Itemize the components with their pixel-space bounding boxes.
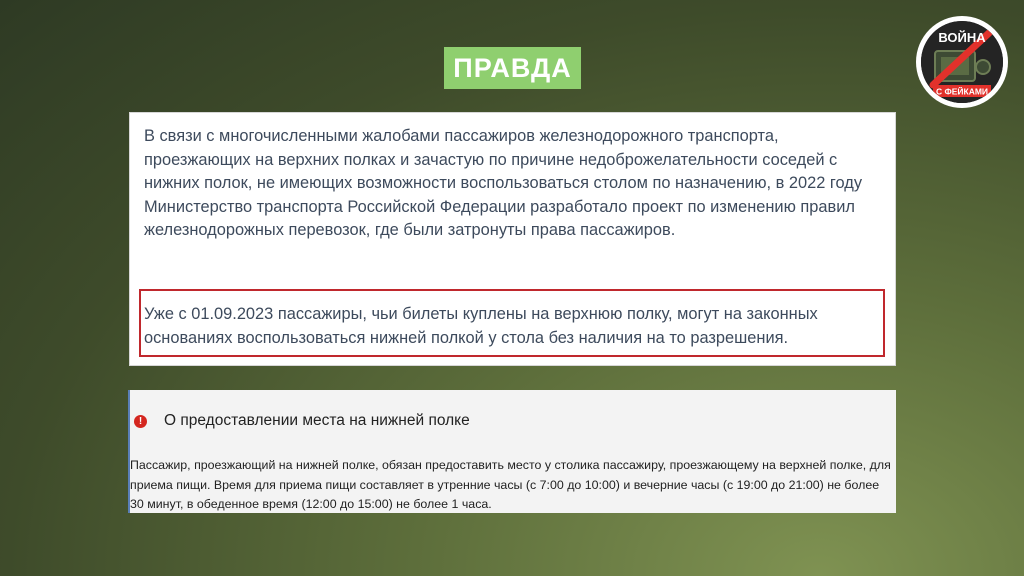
logo: [916, 16, 1008, 108]
quote-paragraph: В связи с многочисленными жалобами пассажиров железнодорожного транспорта, проезжающих на верхних полках и зачастую по причине недоброжелательности соседей с нижних полок, не имеющих возможности воспользоваться столом по назначению, в 2022 году Министерство транспорта Российской Федерации разработало проект по изменению правил железнодорожных перевозок, где были затронуты права пассажиров.: [144, 127, 863, 240]
logo-top-text: ВОЙНА: [938, 30, 986, 45]
quote-highlighted: Уже с 01.09.2023 пассажиры, чьи билеты куплены на верхнюю полку, могут на законных основаниях воспользоваться нижней полкой у стола без наличия на то разрешения.: [144, 305, 818, 347]
exclamation-icon: !: [134, 415, 147, 428]
logo-emblem: [921, 21, 1003, 103]
crossed-out-tv-icon: [921, 21, 1003, 103]
rules-box: [128, 390, 896, 513]
rules-text: Пассажир, проезжающий на нижней полке, обязан предоставить место у столика пассажиру, проезжающему на верхней полке, для приема пищи. Время для приема пищи составляет в утренние часы (с 7:00 до 10:00) и вечерние часы (с 19:00 до 21:00) не более 30 минут, в обеденное время (12:00 до 15:00) не более 1 часа.: [130, 458, 891, 511]
verdict-badge: ПРАВДА: [444, 47, 581, 89]
logo-bottom-text: С ФЕЙКАМИ: [935, 86, 989, 97]
rules-title: О предоставлении места на нижней полке: [164, 412, 470, 429]
quote-box: [129, 112, 896, 366]
